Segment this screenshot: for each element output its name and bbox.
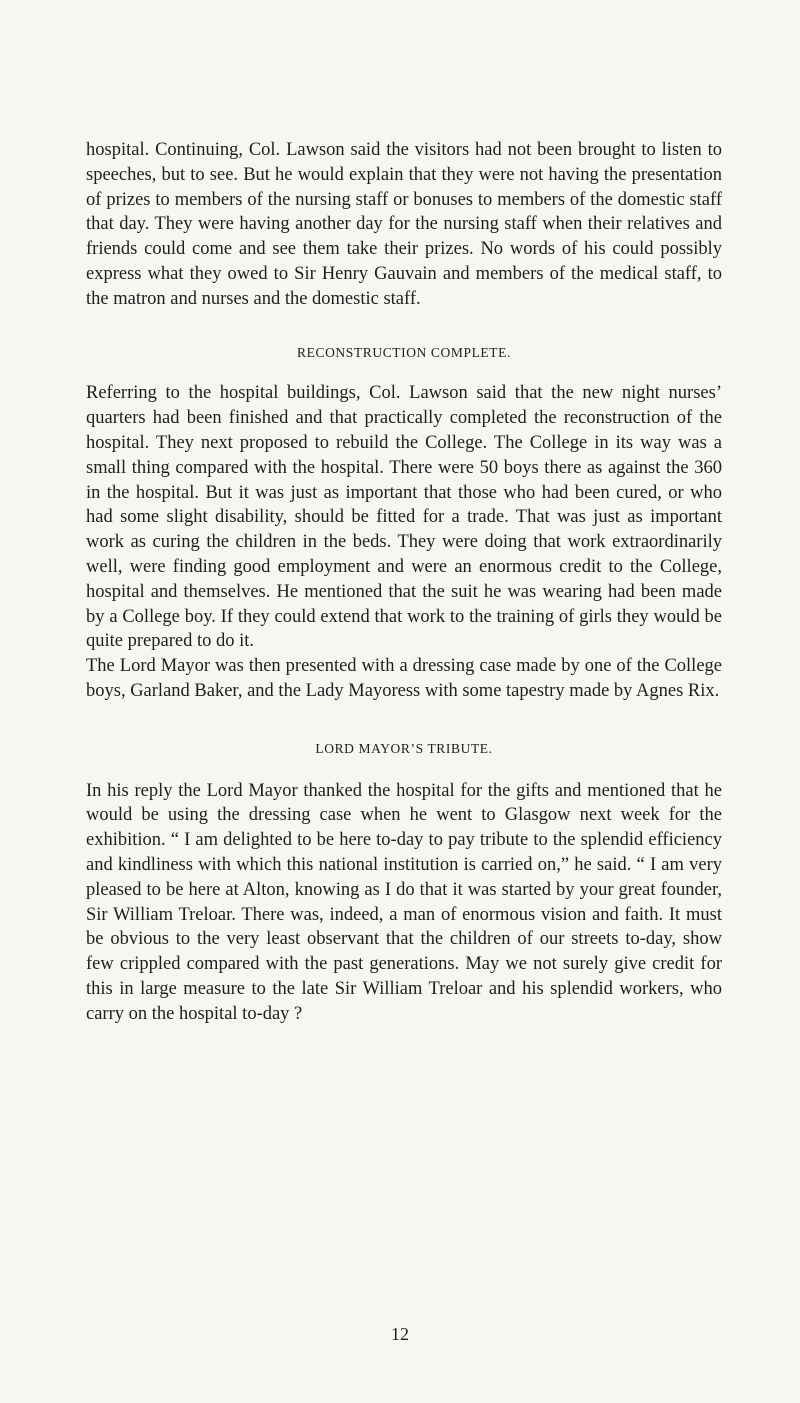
intro-paragraph: hospital. Continuing, Col. Lawson said the visitors had not been brought to listen to speeches, but to see. But he would explain that they were not having the presentation of prizes to members of the nursing staff or bonuses to members of the domestic staff that day. They were having another day for the nursing staff when their relatives and friends could come and see them take their prizes. No words of his could possibly express what they owed to Sir Henry Gauvain and members of the medical staff, to the matron and nurses and the domestic staff. <box>86 140 722 309</box>
section-heading-reconstruction: RECONSTRUCTION COMPLETE. <box>297 344 511 360</box>
paragraph-presentation: The Lord Mayor was then presented with a dressing case made by one of the College boys, Garland Baker, and the Lady Mayoress with some tapestry made by Agnes Rix. <box>86 656 722 701</box>
page-number: 12 <box>391 1324 409 1344</box>
document-page <box>86 138 722 1027</box>
paragraph-tribute: In his reply the Lord Mayor thanked the hospital for the gifts and mentioned that he would be using the dressing case when he went to Glasgow next week for the exhibition. “ I am delighted to be here to-day to pay tribute to the splendid efficiency and kindliness with which this national institution is carried on,” he said. “ I am very pleased to be here at Alton, knowing as I do that it was started by your great founder, Sir William Treloar. There was, indeed, a man of enormous vision and faith. It must be obvious to the very least observant that the children of our streets to-day, show few crippled compared with the past generations. May we not surely give credit for this in large measure to the late Sir William Treloar and his splendid workers, who carry on the hospital to-day ? <box>86 780 722 1024</box>
paragraph-reconstruction: Referring to the hospital buildings, Col. Lawson said that the new night nurses’ quarters had been finished and that practically completed the reconstruction of the hospital. They next proposed to rebuild the College. The College in its way was a small thing compared with the hospital. There were 50 boys there as against the 360 in the hospital. But it was just as important that those who had been cured, or who had some slight disability, should be fitted for a trade. That was just as important work as curing the children in the beds. They were doing that work extraordinarily well, were finding good employment and were an enormous credit to the College, hospital and themselves. He mentioned that the suit he was wearing had been made by a College boy. If they could extend that work to the training of girls they would be quite prepared to do it. <box>86 383 722 652</box>
section-heading-tribute: LORD MAYOR’S TRIBUTE. <box>315 740 493 756</box>
